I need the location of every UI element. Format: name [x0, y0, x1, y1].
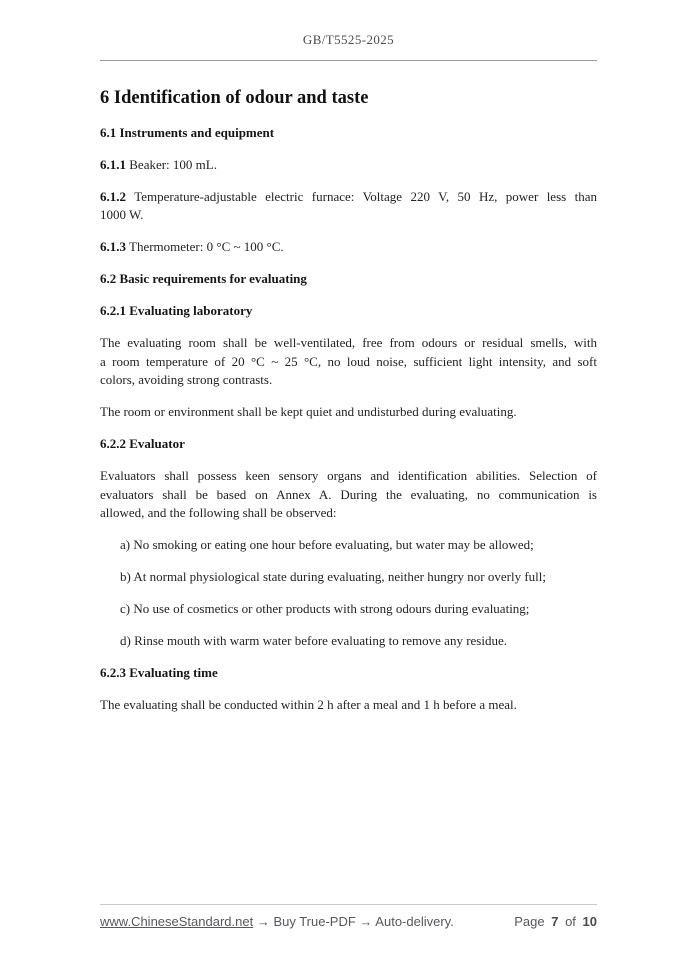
paragraph-evaluating-room: The evaluating room shall be well-ventilated, free from odours or residual smells, with a room temperature of 20 °C ~ 25 °C, no loud noise, sufficient light intensity, and soft colors, avoiding strong contrasts.: [100, 335, 597, 387]
clause-text: Thermometer: 0 °C ~ 100 °C.: [129, 239, 284, 254]
list-item-c: c) No use of cosmetics or other products with strong odours during evaluating;: [120, 601, 530, 616]
subsection-heading-6-1: 6.1 Instruments and equipment: [100, 124, 275, 140]
page-header: [100, 0, 597, 61]
of-label: of: [565, 914, 576, 929]
page-footer: [100, 904, 597, 930]
paragraph-evaluators: Evaluators shall possess keen sensory organs and identification abilities. Selection of evaluators shall be based on Annex A. During the evaluating, no communication is allowed, and the following shall be observed:: [100, 468, 597, 520]
clause-6-1-3: [100, 238, 597, 257]
clause-text-continued: 1000 W.: [100, 207, 144, 222]
page-number-current: 7: [551, 914, 559, 929]
document-content: [100, 87, 597, 715]
page-number-total: 10: [582, 914, 597, 929]
list-item-a: a) No smoking or eating one hour before evaluating, but water may be allowed;: [120, 537, 534, 552]
clause-number: 6.1.3: [100, 239, 126, 254]
page-label: Page: [514, 914, 545, 929]
subsection-heading-6-2-1: 6.2.1 Evaluating laboratory: [100, 303, 253, 318]
subsection-heading-6-2-3: 6.2.3 Evaluating time: [100, 665, 218, 680]
clause-6-1-1: [100, 156, 597, 175]
clause-text: Beaker: 100 mL.: [129, 156, 217, 172]
clause-number: 6.1.2: [100, 188, 126, 204]
standard-number: GB/T5525-2025: [302, 32, 395, 47]
clause-number: 6.1.1: [100, 156, 126, 172]
list-item-d: d) Rinse mouth with warm water before evaluating to remove any residue.: [120, 633, 507, 648]
clause-text: Temperature-adjustable electric furnace: Voltage 220 V, 50 Hz, power less than: [134, 188, 597, 204]
footer-left: [100, 914, 454, 930]
page-indicator: [514, 914, 597, 930]
footer-tagline: → Buy True-PDF → Auto-delivery.: [256, 914, 454, 929]
subsection-heading-6-2: 6.2 Basic requirements for evaluating: [100, 271, 307, 286]
list-item-b: b) At normal physiological state during evaluating, neither hungry nor overly full;: [120, 569, 547, 584]
subsection-heading-6-2-2: 6.2.2 Evaluator: [100, 436, 185, 451]
paragraph-quiet-room: The room or environment shall be kept quiet and undisturbed during evaluating.: [100, 404, 517, 419]
clause-6-1-2: [100, 188, 597, 225]
page-title: 6 Identification of odour and taste: [100, 88, 369, 108]
paragraph-evaluating-time: The evaluating shall be conducted within 2 h after a meal and 1 h before a meal.: [100, 697, 517, 712]
website-link[interactable]: www.ChineseStandard.net: [100, 914, 254, 929]
